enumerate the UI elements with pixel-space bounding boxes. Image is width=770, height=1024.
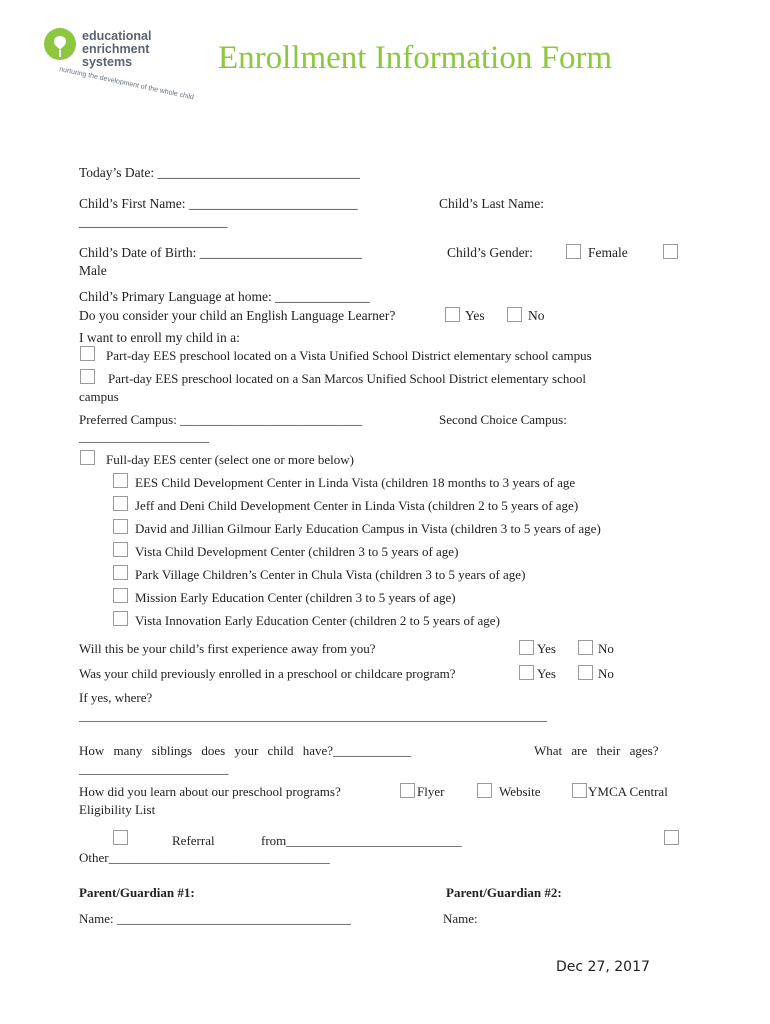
center-label: Jeff and Deni Child Development Center in Linda Vista (children 2 to 5 years of age) [135, 498, 579, 513]
todays-date-field[interactable]: Today’s Date: ______________________________ [79, 165, 361, 180]
child-dob-field[interactable]: Child’s Date of Birth: ________________________ [79, 245, 362, 260]
previously-enrolled-yes-checkbox[interactable] [519, 665, 534, 680]
ymca-label: YMCA Central [588, 784, 668, 799]
vista-partday-label: Part-day EES preschool located on a Vista Unified School District elementary school campus [106, 348, 592, 363]
first-experience-question: Will this be your child’s first experience away from you? [79, 641, 376, 656]
first-experience-yes-label: Yes [537, 641, 556, 656]
parent2-name-field[interactable]: Name: [443, 911, 478, 926]
female-checkbox[interactable] [566, 244, 581, 259]
child-first-name-field[interactable]: Child’s First Name: _________________________ [79, 196, 358, 211]
ell-yes-checkbox[interactable] [445, 307, 460, 322]
parent2-heading: Parent/Guardian #2: [446, 885, 562, 900]
child-last-name-field[interactable]: ______________________ [79, 214, 228, 229]
eligibility-label: Eligibility List [79, 802, 156, 817]
first-experience-no-checkbox[interactable] [578, 640, 593, 655]
child-gender-label: Child’s Gender: [447, 245, 533, 260]
if-yes-where-label: If yes, where? [79, 690, 153, 705]
ell-no-checkbox[interactable] [507, 307, 522, 322]
other-field[interactable]: Other__________________________________ [79, 850, 330, 865]
male-label: Male [79, 263, 107, 278]
other-checkbox[interactable] [664, 830, 679, 845]
fullday-checkbox[interactable] [80, 450, 95, 465]
center-label: David and Jillian Gilmour Early Education Campus in Vista (children 3 to 5 years of age) [135, 521, 601, 536]
ell-question: Do you consider your child an English Language Learner? [79, 308, 396, 323]
center-checkbox[interactable] [113, 496, 128, 511]
flyer-checkbox[interactable] [400, 783, 415, 798]
ell-yes-label: Yes [465, 308, 485, 323]
sanmarcos-partday-label: Part-day EES preschool located on a San Marcos Unified School District elementary school [108, 371, 586, 386]
previously-enrolled-no-label: No [598, 666, 614, 681]
page-title: Enrollment Information Form [218, 40, 613, 76]
center-checkbox[interactable] [113, 519, 128, 534]
center-checkbox[interactable] [113, 588, 128, 603]
center-label: Mission Early Education Center (children 3 to 5 years of age) [135, 590, 456, 605]
first-experience-yes-checkbox[interactable] [519, 640, 534, 655]
preferred-campus-field[interactable]: Preferred Campus: ____________________________ [79, 412, 363, 427]
logo-line-2: enrichment [82, 42, 150, 56]
logo-line-1: educational [82, 29, 152, 43]
primary-language-field[interactable]: Child’s Primary Language at home: ______________ [79, 289, 370, 304]
referral-label: Referral [172, 833, 215, 848]
parent1-heading: Parent/Guardian #1: [79, 885, 195, 900]
where-field[interactable]: ________________________________________________________________________ [79, 708, 547, 723]
center-label: Vista Child Development Center (children 3 to 5 years of age) [135, 544, 459, 559]
center-checkbox[interactable] [113, 611, 128, 626]
female-label: Female [588, 245, 628, 260]
referral-from-field[interactable]: from___________________________ [261, 833, 462, 848]
center-checkbox[interactable] [113, 473, 128, 488]
center-label: Park Village Children’s Center in Chula Vista (children 3 to 5 years of age) [135, 567, 526, 582]
sanmarcos-partday-label-2: campus [79, 389, 119, 404]
learn-about-question: How did you learn about our preschool programs? [79, 784, 341, 799]
flyer-label: Flyer [417, 784, 445, 799]
siblings-field[interactable]: How many siblings does your child have?____________ [79, 743, 412, 758]
second-choice-field[interactable]: ____________________ [79, 429, 209, 444]
male-checkbox[interactable] [663, 244, 678, 259]
previously-enrolled-no-checkbox[interactable] [578, 665, 593, 680]
referral-checkbox[interactable] [113, 830, 128, 845]
vista-partday-checkbox[interactable] [80, 346, 95, 361]
logo-line-3: systems [82, 55, 133, 69]
sanmarcos-partday-checkbox[interactable] [80, 369, 95, 384]
enroll-intro: I want to enroll my child in a: [79, 330, 240, 345]
ymca-checkbox[interactable] [572, 783, 587, 798]
logo-tagline: nurturing the development of the whole child [58, 66, 195, 102]
ell-no-label: No [528, 308, 545, 323]
center-checkbox[interactable] [113, 565, 128, 580]
website-checkbox[interactable] [477, 783, 492, 798]
previously-enrolled-question: Was your child previously enrolled in a preschool or childcare program? [79, 666, 456, 681]
second-choice-label: Second Choice Campus: [439, 412, 567, 427]
center-label: EES Child Development Center in Linda Vista (children 18 months to 3 years of age [135, 475, 576, 490]
child-last-name-label: Child’s Last Name: [439, 196, 544, 211]
fullday-label: Full-day EES center (select one or more below) [106, 452, 354, 467]
parent1-name-field[interactable]: Name: ____________________________________ [79, 911, 351, 926]
previously-enrolled-yes-label: Yes [537, 666, 556, 681]
center-label: Vista Innovation Early Education Center (children 2 to 5 years of age) [135, 613, 500, 628]
footer-date: Dec 27, 2017 [556, 959, 650, 975]
first-experience-no-label: No [598, 641, 614, 656]
ages-label: What are their ages? [534, 743, 659, 758]
center-checkbox[interactable] [113, 542, 128, 557]
ages-field[interactable]: _______________________ [79, 761, 229, 776]
website-label: Website [499, 784, 541, 799]
